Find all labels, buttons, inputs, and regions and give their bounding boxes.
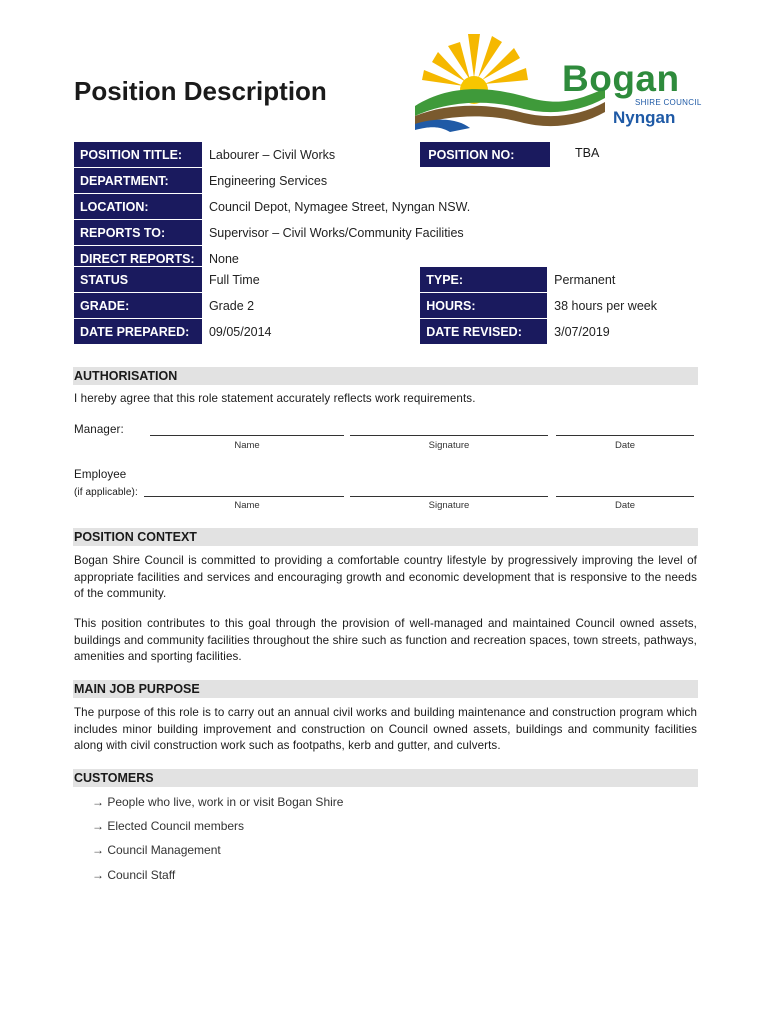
row-department — [74, 168, 551, 194]
if-applicable-label: (if applicable): — [74, 487, 138, 498]
employee-name-line[interactable] — [144, 496, 344, 497]
employee-date-caption: Date — [614, 500, 636, 511]
reports-to-label: REPORTS TO: — [74, 220, 203, 246]
row-grade — [74, 293, 699, 319]
type-value: Permanent — [548, 267, 699, 293]
customer-item: → Council Management — [92, 843, 221, 857]
customer-item: → Council Staff — [92, 868, 176, 882]
customer-item: → Elected Council members — [92, 819, 245, 833]
manager-name-caption: Name — [234, 440, 260, 451]
position-context-paragraph-2: This position contributes to this goal through the provision of well-managed and maintained Council owned assets, buildings and community facilities throughout the shire such as function and recreation spaces, town streets, pathways, amenities and sporting facilities. — [74, 617, 697, 663]
employee-signature-caption: Signature — [428, 500, 470, 511]
manager-signature-line[interactable] — [350, 435, 548, 436]
department-value: Engineering Services — [202, 168, 550, 194]
position-no-label: POSITION NO: — [420, 142, 551, 168]
row-position-title — [74, 142, 551, 168]
row-reports-to — [74, 220, 551, 246]
manager-date-line[interactable] — [556, 435, 694, 436]
position-title-label: POSITION TITLE: — [74, 142, 203, 168]
position-context-paragraph-1: Bogan Shire Council is committed to providing a comfortable country lifestyle by progressively improving the level of appropriate facilities and services and encouraging growth and economic development that is responsive to the needs of the community. — [74, 554, 697, 600]
position-info-table — [73, 141, 551, 272]
type-label: TYPE: — [420, 267, 548, 293]
location-value: Council Depot, Nymagee Street, Nyngan NSW. — [202, 194, 550, 220]
date-prepared-label: DATE PREPARED: — [74, 319, 203, 345]
authorisation-statement: I hereby agree that this role statement accurately reflects work requirements. — [74, 392, 476, 405]
date-prepared-value: 09/05/2014 — [202, 319, 419, 345]
status-value: Full Time — [202, 267, 419, 293]
status-label: STATUS — [74, 267, 203, 293]
row-status — [74, 267, 699, 293]
manager-signature-caption: Signature — [428, 440, 470, 451]
logo-name: Bogan — [562, 58, 680, 99]
council-logo — [410, 28, 710, 138]
direct-reports-label: DIRECT REPORTS: — [74, 246, 203, 272]
reports-to-value: Supervisor – Civil Works/Community Facilities — [202, 220, 550, 246]
employee-label: Employee — [74, 468, 127, 481]
main-job-purpose-text: The purpose of this role is to carry out an annual civil works and building maintenance and construction program which includes minor building improvement and construction on Council owned assets, buildings and community facilities along with civil construction work such as footpaths, kerb and gutter, and culverts. — [74, 706, 697, 752]
employee-signature-line[interactable] — [350, 496, 548, 497]
grade-value: Grade 2 — [202, 293, 419, 319]
direct-reports-value: None — [202, 246, 550, 272]
position-title-value: Labourer – Civil Works — [202, 142, 419, 168]
customer-item: → People who live, work in or visit Bogan Shire — [92, 795, 344, 809]
main-job-purpose-heading: MAIN JOB PURPOSE — [73, 680, 698, 698]
logo-subtitle: SHIRE COUNCIL — [635, 98, 702, 107]
hours-value: 38 hours per week — [548, 293, 699, 319]
authorisation-heading: AUTHORISATION — [73, 367, 698, 385]
employee-name-caption: Name — [234, 500, 260, 511]
position-no-value: TBA — [575, 146, 600, 160]
manager-name-line[interactable] — [150, 435, 344, 436]
position-context-heading: POSITION CONTEXT — [73, 528, 698, 546]
manager-label: Manager: — [74, 423, 124, 436]
row-location — [74, 194, 551, 220]
employee-date-line[interactable] — [556, 496, 694, 497]
row-dates — [74, 319, 699, 345]
hours-label: HOURS: — [420, 293, 548, 319]
department-label: DEPARTMENT: — [74, 168, 203, 194]
date-revised-value: 3/07/2019 — [548, 319, 699, 345]
manager-date-caption: Date — [614, 440, 636, 451]
page-title: Position Description — [74, 76, 327, 106]
date-revised-label: DATE REVISED: — [420, 319, 548, 345]
logo-town: Nyngan — [613, 108, 676, 127]
grade-label: GRADE: — [74, 293, 203, 319]
customers-heading: CUSTOMERS — [73, 769, 698, 787]
location-label: LOCATION: — [74, 194, 203, 220]
status-table — [73, 266, 699, 345]
